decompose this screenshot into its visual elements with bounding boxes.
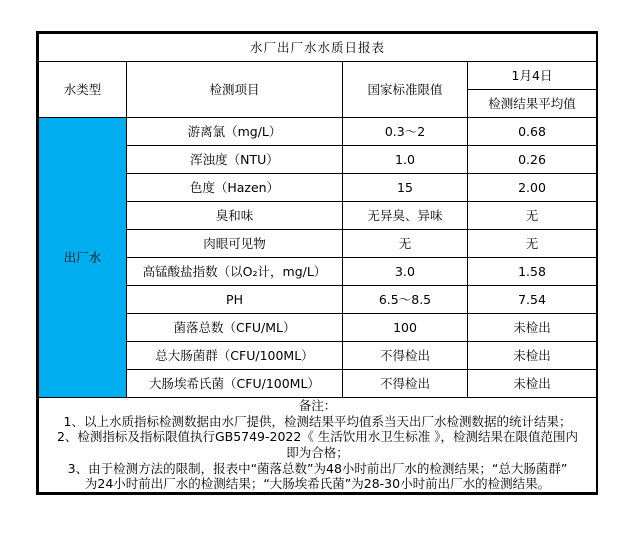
item-name: 总大肠菌群（CFU/100ML） xyxy=(127,342,343,370)
item-standard: 无 xyxy=(343,230,468,258)
item-name: 肉眼可见物 xyxy=(127,230,343,258)
note-line: 为24小时前出厂水的检测结果；“大肠埃希氏菌”为28-30小时前出厂水的检测结果。 xyxy=(84,476,551,492)
item-result: 2.00 xyxy=(468,174,597,202)
item-standard: 1.0 xyxy=(343,146,468,174)
item-name: 高锰酸盐指数（以O₂计，mg/L） xyxy=(127,258,343,286)
item-result: 0.26 xyxy=(468,146,597,174)
item-name: 大肠埃希氏菌（CFU/100ML） xyxy=(127,370,343,398)
header-row-top xyxy=(39,62,597,90)
report-date: 1月4日 xyxy=(468,62,597,90)
note-line: 2、检测指标及指标限值执行GB5749-2022《 生活饮用水卫生标准 》，检测结果在限值范围内 xyxy=(56,429,579,445)
note-line: 即为合格； xyxy=(286,444,349,460)
report-sheet xyxy=(36,31,598,495)
item-standard: 6.5～8.5 xyxy=(343,286,468,314)
item-standard: 3.0 xyxy=(343,258,468,286)
item-result: 1.58 xyxy=(468,258,597,286)
item-result: 未检出 xyxy=(468,314,597,342)
water-quality-table xyxy=(38,33,597,493)
item-name: 色度（Hazen） xyxy=(127,174,343,202)
notes-block xyxy=(39,398,597,493)
item-standard: 无异臭、异味 xyxy=(343,202,468,230)
notes-row xyxy=(39,398,597,493)
item-standard: 15 xyxy=(343,174,468,202)
item-standard: 100 xyxy=(343,314,468,342)
title-row xyxy=(39,34,597,62)
column-header-result: 检测结果平均值 xyxy=(468,90,597,118)
note-line: 1、以上水质指标检测数据由水厂提供，检测结果平均值系当天出厂水检测数据的统计结果； xyxy=(63,413,572,429)
item-result: 无 xyxy=(468,202,597,230)
note-line: 备注： xyxy=(298,398,337,413)
column-header-standard: 国家标准限值 xyxy=(343,62,468,118)
item-standard: 不得检出 xyxy=(343,370,468,398)
item-standard: 0.3～2 xyxy=(343,118,468,146)
item-name: PH xyxy=(127,286,343,314)
item-result: 未检出 xyxy=(468,370,597,398)
item-name: 游离氯（mg/L） xyxy=(127,118,343,146)
water-type-label: 出厂水 xyxy=(39,118,127,398)
item-result: 无 xyxy=(468,230,597,258)
table-row xyxy=(39,118,597,146)
item-standard: 不得检出 xyxy=(343,342,468,370)
item-name: 臭和味 xyxy=(127,202,343,230)
note-line: 3、由于检测方法的限制，报表中“菌落总数”为48小时前出厂水的检测结果；“总大肠菌群” xyxy=(67,460,568,476)
page-title: 水厂出厂水水质日报表 xyxy=(39,34,597,62)
item-name: 菌落总数（CFU/ML） xyxy=(127,314,343,342)
item-result: 未检出 xyxy=(468,342,597,370)
item-result: 7.54 xyxy=(468,286,597,314)
item-result: 0.68 xyxy=(468,118,597,146)
column-header-water-type: 水类型 xyxy=(39,62,127,118)
item-name: 浑浊度（NTU） xyxy=(127,146,343,174)
column-header-item: 检测项目 xyxy=(127,62,343,118)
